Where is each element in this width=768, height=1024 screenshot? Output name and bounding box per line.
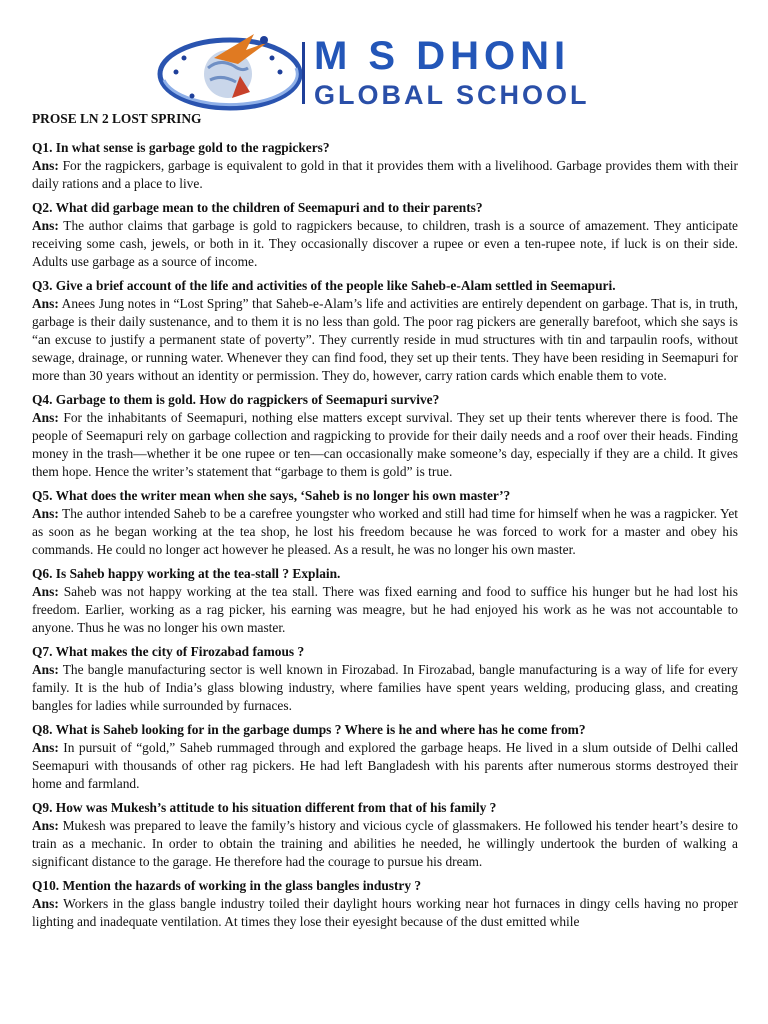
question-text: Q1. In what sense is garbage gold to the ragpickers? xyxy=(32,140,330,155)
qa-item xyxy=(32,199,738,271)
answer-text: For the ragpickers, garbage is equivalent to gold in that it provides them with a livelihood. Garbage provides them with their daily rations and a place to live. xyxy=(32,158,738,191)
question-text: Q10. Mention the hazards of working in the glass bangles industry ? xyxy=(32,878,422,893)
answer-label: Ans: xyxy=(32,662,59,677)
answer-label: Ans: xyxy=(32,410,59,425)
qa-item xyxy=(32,391,738,481)
answer-label: Ans: xyxy=(32,818,59,833)
qa-item xyxy=(32,565,738,637)
answer-label: Ans: xyxy=(32,584,59,599)
answer-text: In pursuit of “gold,” Saheb rummaged through and explored the garbage heaps. He lived in a slum outside of Delhi called Seemapuri with thousands of other rag pickers. He had left Bangladesh with his parents after numerous storms destroyed their home and farmland. xyxy=(32,740,738,791)
school-name xyxy=(314,36,590,110)
answer-label: Ans: xyxy=(32,506,59,521)
answer-text: The author claims that garbage is gold to ragpickers because, to children, trash is a source of amazement. They anticipate receiving some cash, jewels, or both in it. They occasionally discover a rupee or even a ten-rupee note, if luck is on their side. Adults use garbage as a source of income. xyxy=(32,218,738,269)
question-text: Q4. Garbage to them is gold. How do ragpickers of Seemapuri survive? xyxy=(32,392,440,407)
qa-item xyxy=(32,643,738,715)
qa-item xyxy=(32,721,738,793)
qa-item xyxy=(32,139,738,193)
answer xyxy=(32,157,738,193)
answer xyxy=(32,505,738,559)
question-text: Q2. What did garbage mean to the children of Seemapuri and to their parents? xyxy=(32,200,483,215)
school-logo-icon xyxy=(150,28,302,114)
answer xyxy=(32,895,738,931)
question-text: Q6. Is Saheb happy working at the tea-stall ? Explain. xyxy=(32,566,341,581)
answer xyxy=(32,583,738,637)
answer xyxy=(32,739,738,793)
answer-text: For the inhabitants of Seemapuri, nothing else matters except survival. They set up their tents wherever there is food. The people of Seemapuri rely on garbage collection and ragpicking to provide for their daily needs and a roof over their heads. Finding money in the trash—whether it be one rupee or ten—can occasionally make someone’s day, especially if they are a child. It gives them hope. Hence the writer’s statement that “garbage to them is gold” is true. xyxy=(32,410,738,479)
question-text: Q8. What is Saheb looking for in the garbage dumps ? Where is he and where has he come from? xyxy=(32,722,586,737)
document-body xyxy=(32,110,738,937)
document-title: PROSE LN 2 LOST SPRING xyxy=(32,111,202,126)
school-header xyxy=(150,28,620,114)
school-name-line2: GLOBAL SCHOOL xyxy=(314,80,590,110)
answer-label: Ans: xyxy=(32,296,59,311)
qa-list xyxy=(32,139,738,931)
answer-text: The bangle manufacturing sector is well known in Firozabad. In Firozabad, bangle manufacturing is a way of life for every family. It is the hub of India’s glass blowing industry, where families have spent years welding, producing glass, and creating bangles for ladies while surrounded by furnaces. xyxy=(32,662,738,713)
answer-label: Ans: xyxy=(32,158,59,173)
question-text: Q5. What does the writer mean when she says, ‘Saheb is no longer his own master’? xyxy=(32,488,511,503)
question-text: Q7. What makes the city of Firozabad famous ? xyxy=(32,644,305,659)
header-divider xyxy=(302,42,305,104)
answer-text: Saheb was not happy working at the tea stall. There was fixed earning and food to suffice his hunger but he had lost his freedom. Earlier, working as a rag picker, his earning was meagre, but he had enjoyed his work as he was not accountable to anyone. Thus he was no longer his own master. xyxy=(32,584,738,635)
answer-label: Ans: xyxy=(32,218,59,233)
answer xyxy=(32,661,738,715)
answer-label: Ans: xyxy=(32,740,59,755)
qa-item xyxy=(32,277,738,385)
question-text: Q9. How was Mukesh’s attitude to his situation different from that of his family ? xyxy=(32,800,497,815)
answer xyxy=(32,817,738,871)
answer xyxy=(32,409,738,481)
answer-text: Workers in the glass bangle industry toiled their daylight hours working near hot furnaces in dingy cells having no proper lighting and inadequate ventilation. At times they lose their eyesight because of the dust emitted while xyxy=(32,896,738,929)
answer-label: Ans: xyxy=(32,896,59,911)
qa-item xyxy=(32,877,738,931)
answer-text: Mukesh was prepared to leave the family’s history and vicious cycle of glassmakers. He followed his tender heart’s desire to train as a mechanic. In order to obtain the training and abilities he needed, he willingly undertook the burden of walking a significant distance to the garage. He therefore had the courage to pursue his dream. xyxy=(32,818,738,869)
qa-item xyxy=(32,799,738,871)
answer-text: Anees Jung notes in “Lost Spring” that Saheb-e-Alam’s life and activities are entirely dependent on garbage. That is, in truth, garbage is their daily sustenance, and to them it is no less than gold. The poor rag pickers are generally barefoot, which she says is “an excuse to justify a permanent state of poverty”. They currently reside in mud structures with tin and tarpaulin roofs, without sewage, drainage, or running water. Whenever they can find food, they set up their tents. They have been residing in Seemapuri for more than 30 years without an identity or permission. They do, however, carry ration cards which enable them to vote. xyxy=(32,296,738,383)
answer xyxy=(32,295,738,385)
answer-text: The author intended Saheb to be a carefree youngster who worked and still had time for himself when he was a ragpicker. Yet as soon as he began working at the tea shop, he lost his freedom because he was forced to work for a master and obey his commands. He could no longer act however he pleased. As a result, he was no longer his own master. xyxy=(32,506,739,557)
qa-item xyxy=(32,487,738,559)
question-text: Q3. Give a brief account of the life and activities of the people like Saheb-e-Alam settled in Seemapuri. xyxy=(32,278,616,293)
answer xyxy=(32,217,738,271)
school-name-line1: M S DHONI xyxy=(314,34,571,78)
